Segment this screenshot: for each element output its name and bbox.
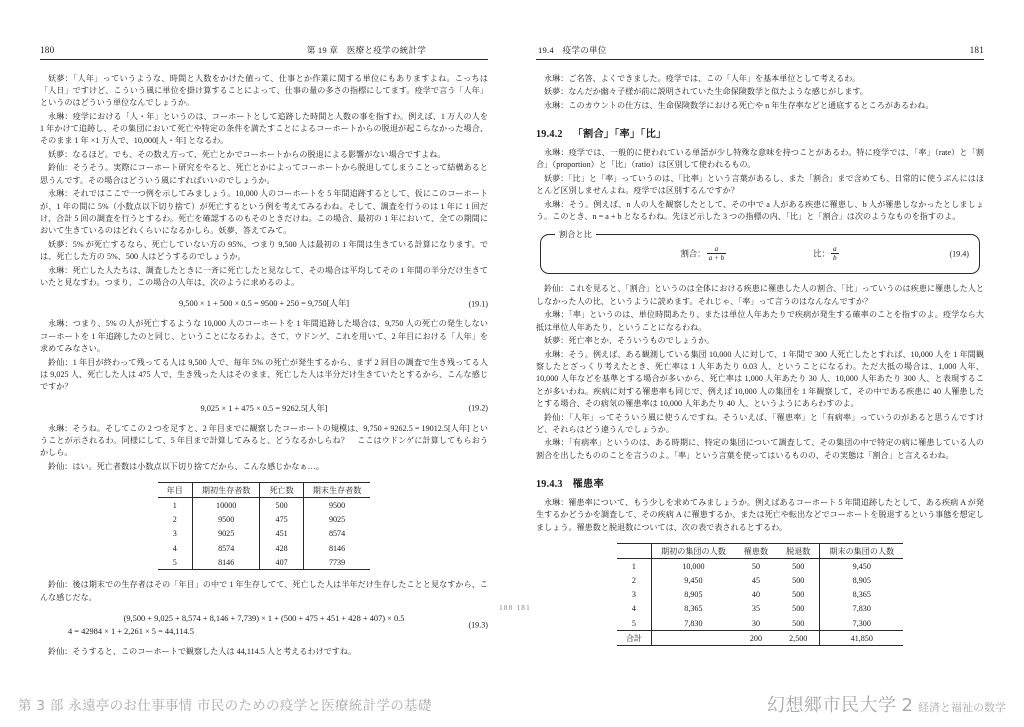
numerator: a bbox=[714, 245, 719, 254]
cell: 10,000 bbox=[682, 561, 705, 571]
footer-brand-block bbox=[767, 691, 1006, 717]
cell: 200 bbox=[749, 633, 763, 643]
cell: 9025 bbox=[328, 515, 346, 525]
denominator: a + b bbox=[708, 254, 725, 263]
cell: 500 bbox=[777, 616, 820, 631]
cell: 4 bbox=[158, 541, 193, 555]
table-body bbox=[617, 559, 903, 646]
equation-body: 9,500 × 1 + 500 × 0.5 = 9500 + 250 = 9,750[人年] bbox=[178, 299, 349, 309]
cell: 2 bbox=[617, 574, 652, 588]
cell: 500 bbox=[777, 588, 820, 602]
paragraph: 鈴仙：そうすると、このコーホートで観察した人は 44,114.5 人と考えるわけですね。 bbox=[48, 647, 357, 657]
denominator: b bbox=[832, 254, 837, 263]
paragraph: 永琳：「率」というのは、単位時間あたり、または単位人年あたりで疾病が発生する確率のことを指すのよ。疫学なら大抵は単位人年あたり、ということになるわね。 bbox=[536, 310, 984, 332]
paragraph: 鈴仙：これを見ると、「割合」というのは全体における疾患に罹患した人の割合、「比」っていうのは疾患に罹患した人としなかった人の比、というように読めます。それじゃ、「率」って言うのはなんなんですか？ bbox=[536, 284, 984, 306]
cell: 8,905 bbox=[684, 590, 703, 600]
cell: 9500 bbox=[328, 501, 346, 511]
table-row bbox=[158, 498, 371, 513]
equation-body: 9,025 × 1 + 475 × 0.5 = 9262.5[人年] bbox=[200, 403, 328, 413]
paragraph: 永琳：疫学における「人・年」というのは、コーホートとして追跡した時間と人数の事を指すわ。例えば、1 万人の人を 1 年かけて追跡し、その集団において死亡や特定の条件を満たすことによるコーホートからの脱退が起こらなかった場合、そのまま 1 年 ×1 万人で、10,000[人・年] となるわ。 bbox=[40, 111, 488, 146]
cell: 500 bbox=[777, 602, 820, 616]
column-header: 年目 bbox=[158, 483, 193, 498]
equation-line-1: (9,500 + 9,025 + 8,574 + 8,146 + 7,739) × 1 + (500 + 475 + 451 + 428 + 407) × 0.5 bbox=[123, 614, 405, 624]
paragraph: 妖夢：5% が死亡するなら、死亡していない方の 95%、つまり 9,500 人は最初の 1 年間は生きている計算になります。では、死亡した方の 5%、500 人はどうするのでしょうか。 bbox=[40, 239, 488, 262]
paragraph: 永琳：ご名答、よくできました。疫学では、この「人年」を基本単位として考えるわ。 bbox=[544, 73, 861, 83]
cell: 8,905 bbox=[852, 576, 871, 586]
cell: 30 bbox=[751, 618, 760, 628]
cell: 10000 bbox=[192, 498, 260, 513]
equation-line-2: 4 = 42984 × 1 + 2,261 × 5 = 44,114.5 bbox=[68, 627, 194, 637]
paragraph: 鈴仙：はい。死亡者数は小数点以下切り捨てだから、こんな感じかなぁ…。 bbox=[48, 461, 324, 471]
cell: 3 bbox=[617, 588, 652, 602]
cell: 7,830 bbox=[684, 618, 703, 628]
paragraph: 妖夢：「比」と「率」っていうのは、「比率」という言葉があるし、また「割合」まで含めても、日常的に使うぶんにはほとんど区別しませんよね。疫学では区別するんですか？ bbox=[536, 173, 984, 196]
cell: 5 bbox=[158, 555, 193, 570]
paragraph: 永琳：死亡した人たちは、調査したときに一斉に死亡したと見なして、その場合は平均してその 1 年間の半分だけ生きていたと見なすわ。つまり、この場合の人年は、次のように求めるのよ。 bbox=[40, 265, 488, 288]
table-row bbox=[158, 527, 371, 541]
section-title: 罹患率 bbox=[572, 479, 604, 491]
cell: 3 bbox=[158, 527, 193, 541]
column-header: 死亡数 bbox=[260, 483, 303, 498]
column-header: 脱退数 bbox=[777, 544, 820, 559]
cell: 7739 bbox=[328, 557, 346, 567]
equation-number: (19.1) bbox=[468, 299, 488, 309]
cell: 41,850 bbox=[850, 633, 873, 643]
footer-volume: 2 bbox=[901, 695, 913, 716]
equation-body bbox=[40, 612, 488, 638]
paragraph: 永琳：それではここで一つ例を示してみましょう。10,000 人のコーホートを 5 年間追跡するとして、仮にこのコーホートが、1 年の間に 5%（小数点以下切り捨て）が死亡するという例を考えてみるわね。そして、調査を行うのは 1 年に 1 回だけ、合計 5 回の調査を行うとするわ。死亡を確認するのもそのときだけね。この場合、最初の 1 年において、全ての期間において生きているのはどれくらいになるかしら。妖夢、答えてみて。 bbox=[40, 189, 488, 236]
definition-box-title: 割合と比 bbox=[555, 229, 596, 240]
left-running-head bbox=[40, 44, 488, 60]
cell: 8574 bbox=[328, 529, 346, 539]
paragraph: 妖夢：「人年」っていうような、時間と人数をかけた値って、仕事とか作業に関する単位にもありますよね。こっちは「人日」ですけど、こういう風に単位を掛け算することによって、仕事の量の多さの指標にしてます。疫学で言う「人年」というのはどういう単位なんでしょうか。 bbox=[40, 73, 488, 108]
cell: 9025 bbox=[192, 527, 260, 541]
cell: 9500 bbox=[192, 513, 260, 527]
proportion-label: 割合： bbox=[680, 249, 706, 259]
cell: 7,300 bbox=[852, 618, 871, 628]
cell: 4 bbox=[617, 602, 652, 616]
cell: 500 bbox=[260, 498, 303, 513]
survival-table bbox=[158, 482, 371, 570]
left-chapter-title: 第 19 章 医療と疫学の統計学 bbox=[306, 45, 426, 55]
footer-subtitle: 経済と福祉の数学 bbox=[918, 701, 1006, 714]
cell: 8,365 bbox=[852, 590, 871, 600]
table-row bbox=[158, 513, 371, 527]
equation-number: (19.2) bbox=[468, 403, 488, 413]
table-row bbox=[617, 602, 903, 616]
cell: 1 bbox=[617, 559, 652, 574]
section-title: 「割合」「率」「比」 bbox=[572, 128, 667, 140]
gutter-folio: 180 181 bbox=[499, 604, 531, 612]
table-row bbox=[617, 616, 903, 631]
paragraph: 妖夢：なんだか幽々子様が前に説明されていた生命保険数学と似たような感じがします。 bbox=[544, 87, 868, 97]
left-folio: 180 bbox=[40, 45, 55, 55]
page-footer-band bbox=[0, 685, 1024, 727]
paragraph: 永琳：罹患率について、もう少しを求めてみましょうか。例えばあるコーホート 5 年間追跡したとして、ある疾病 A が発生するかどうかを調査して、その疾病 A に罹患するか、または死亡や転出などでコーホートを脱退するという事態を想定しましょう。罹患数と脱退数については、次の表で表されるとするわ。 bbox=[536, 498, 984, 532]
equation-number: (19.4) bbox=[949, 249, 969, 259]
paragraph: 妖夢：死亡率とか、そういうものでしょうか。 bbox=[544, 336, 715, 346]
column-header bbox=[617, 544, 652, 559]
table-row bbox=[158, 541, 371, 555]
paragraph: 永琳：そう。例えば、n 人の人を観察したとして、その中で a 人がある疾患に罹患し、b 人が罹患しなかったとしましょう。このとき、n = a + b となるわね。先ほど示した 3 つの指標の内、「比」と「割合」は次のようなものを指すのよ。 bbox=[536, 199, 984, 221]
equation-number: (19.3) bbox=[468, 620, 488, 630]
table-head bbox=[617, 544, 903, 559]
section-heading-19-4-2 bbox=[536, 125, 984, 140]
left-page bbox=[0, 0, 512, 685]
table-row bbox=[617, 574, 903, 588]
cell: 7,830 bbox=[852, 604, 871, 614]
table-total-row bbox=[617, 631, 903, 646]
paragraph: 永琳：疫学では、一般的に使われている単語が少し特殊な意味を持つことがあるわ。特に疫学では、「率」（rate）と「割合」（proportion）と「比」（ratio）は区別して使われるもの。 bbox=[536, 147, 984, 170]
table-row bbox=[617, 559, 903, 574]
paragraph: 永琳：そう。例えば、ある観測している集団 10,000 人に対して、1 年間で 300 人死亡したとすれば、10,000 人を 1 年間観察したとざっくり考えたとき、死亡率は 1 人年あたり 0.03 人、ということになるわ。ただ大抵の場合は、1,000 人年、10,000 人年などを基準とする場合が多いから、死亡率は 1,000 人年あたり 30 人、10,000 人年あたり 300 人、と表現することが多いわね。疾病に対する罹患率も同じで、例えば 10,000 人の集団を 1 年観察して、その中である疾患に 40 人罹患したとする場合、その病気の罹患率は 10,000 人年あたり 40 人、というようにあらわすのよ。 bbox=[536, 349, 984, 408]
table-header-row bbox=[617, 544, 903, 559]
cell: 407 bbox=[260, 555, 303, 570]
section-number: 19.4.2 bbox=[536, 128, 563, 140]
paragraph: 永琳：そうね。そしてこの 2 つを足すと、2 年目までに観察したコーホートの規模は、9,750 + 9262.5 = 19012.5[人年] ということが示されるわ。同様にして、5 年目まで計算してみると、どうなるかしらね？ ここはウドンゲに計算してもらおうかしら。 bbox=[40, 423, 488, 458]
ratio-formula bbox=[813, 246, 839, 263]
cell bbox=[652, 631, 735, 646]
cell: 428 bbox=[260, 541, 303, 555]
cell: 475 bbox=[260, 513, 303, 527]
cell: 500 bbox=[777, 574, 820, 588]
equation-19-1 bbox=[40, 297, 488, 310]
paragraph: 鈴仙：そうそう。実際にコーホート研究をやると、死亡とかによってコーホートから脱退してしまうことって結構あると思うんです。その場合はどういう風にすればいいのでしょうか。 bbox=[40, 163, 488, 185]
cell: 8146 bbox=[192, 555, 260, 570]
cell: 8,365 bbox=[684, 604, 703, 614]
table-head bbox=[158, 483, 371, 498]
column-header: 期初の集団の人数 bbox=[661, 546, 726, 556]
proportion-formula bbox=[680, 246, 727, 263]
column-header: 罹患数 bbox=[743, 546, 769, 556]
table-row bbox=[158, 555, 371, 570]
paragraph: 妖夢：なるほど。でも、その数え方って、死亡とかでコーホートからの脱退による影響がない場合ですよね。 bbox=[48, 149, 446, 159]
cell: 50 bbox=[751, 561, 760, 571]
paragraph: 鈴仙：「人年」ってそういう風に使うんですね。そういえば、「罹患率」と「有病率」っていうのがあると思うんですけど、それらはどう違うんでしょうか。 bbox=[536, 412, 984, 434]
table-header-row bbox=[158, 483, 371, 498]
footer-part-title: 第 3 部 永遠亭のお仕事事情 市民のための疫学と医療統計学の基礎 bbox=[18, 698, 432, 714]
paragraph: 永琳：つまり、5% の人が死亡するような 10,000 人のコーホートを 1 年間追跡した場合は、9,750 人の死亡の発生しないコーホートを 1 年追跡したのと同じ、ということになるわよ。さて、ウドンゲ、これを用いて、2 年目における「人年」を求めてみなさい。 bbox=[40, 319, 488, 354]
cell: 合計 bbox=[617, 631, 652, 646]
column-header: 期末生存者数 bbox=[312, 485, 362, 495]
equation-19-2 bbox=[40, 402, 488, 415]
right-page bbox=[512, 0, 1024, 685]
cell: 9,450 bbox=[684, 576, 703, 586]
paragraph: 永琳：「有病率」というのは、ある時期に、特定の集団について調査して、その集団の中で特定の病に罹患している人の割合を出したもののことを言うのよ。「率」という言葉を使ってはいるものの、その実態は「割合」と言えるわね。 bbox=[536, 438, 984, 460]
definition-box-content bbox=[541, 235, 979, 273]
table-row bbox=[617, 588, 903, 602]
table-body bbox=[158, 498, 371, 570]
cell: 500 bbox=[777, 559, 820, 574]
numerator: a bbox=[832, 245, 837, 254]
section-heading-19-4-3 bbox=[536, 475, 984, 490]
paragraph: 鈴仙：後は期末での生存者はその「年目」の中で 1 年生存してて、死亡した人は半年だけ生存したことと見なすから、こんな感じだな。 bbox=[40, 580, 488, 602]
cell: 8146 bbox=[328, 543, 346, 553]
paragraph: 鈴仙：1 年目が終わって残ってる人は 9,500 人で、毎年 5% の死亡が発生するから、まず 2 回目の調査で生き残ってる人は 9,025 人、死亡した人は 475 人で、生き残った人はそのまま、死亡した人は半分だけ生きていたとするから、こんな感じですか？ bbox=[40, 357, 488, 392]
cell: 9,450 bbox=[852, 561, 871, 571]
right-running-head bbox=[536, 44, 984, 60]
paragraph: 永琳：このカウントの仕方は、生命保険数学における死亡や n 年生存率などと通底するところがあるわね。 bbox=[544, 100, 934, 110]
fraction bbox=[831, 245, 839, 262]
right-folio: 181 bbox=[969, 45, 984, 55]
column-header: 期末の集団の人数 bbox=[829, 546, 895, 556]
cell: 35 bbox=[751, 604, 760, 614]
cell: 451 bbox=[260, 527, 303, 541]
definition-box-proportion-ratio bbox=[540, 229, 980, 274]
incidence-table bbox=[617, 543, 903, 646]
section-number: 19.4.3 bbox=[536, 479, 563, 491]
fraction bbox=[707, 245, 727, 262]
column-header: 期初生存者数 bbox=[192, 483, 260, 498]
cell: 40 bbox=[751, 590, 760, 600]
footer-brand: 幻想郷市民大学 bbox=[767, 695, 897, 716]
cell: 2,500 bbox=[777, 631, 820, 646]
cell: 1 bbox=[158, 498, 193, 513]
equation-19-3 bbox=[40, 612, 488, 638]
cell: 45 bbox=[751, 576, 760, 586]
cell: 5 bbox=[617, 616, 652, 631]
cell: 2 bbox=[158, 513, 193, 527]
cell: 8574 bbox=[192, 541, 260, 555]
right-section-title: 19.4 疫学の単位 bbox=[538, 45, 607, 55]
ratio-label: 比： bbox=[813, 249, 830, 259]
